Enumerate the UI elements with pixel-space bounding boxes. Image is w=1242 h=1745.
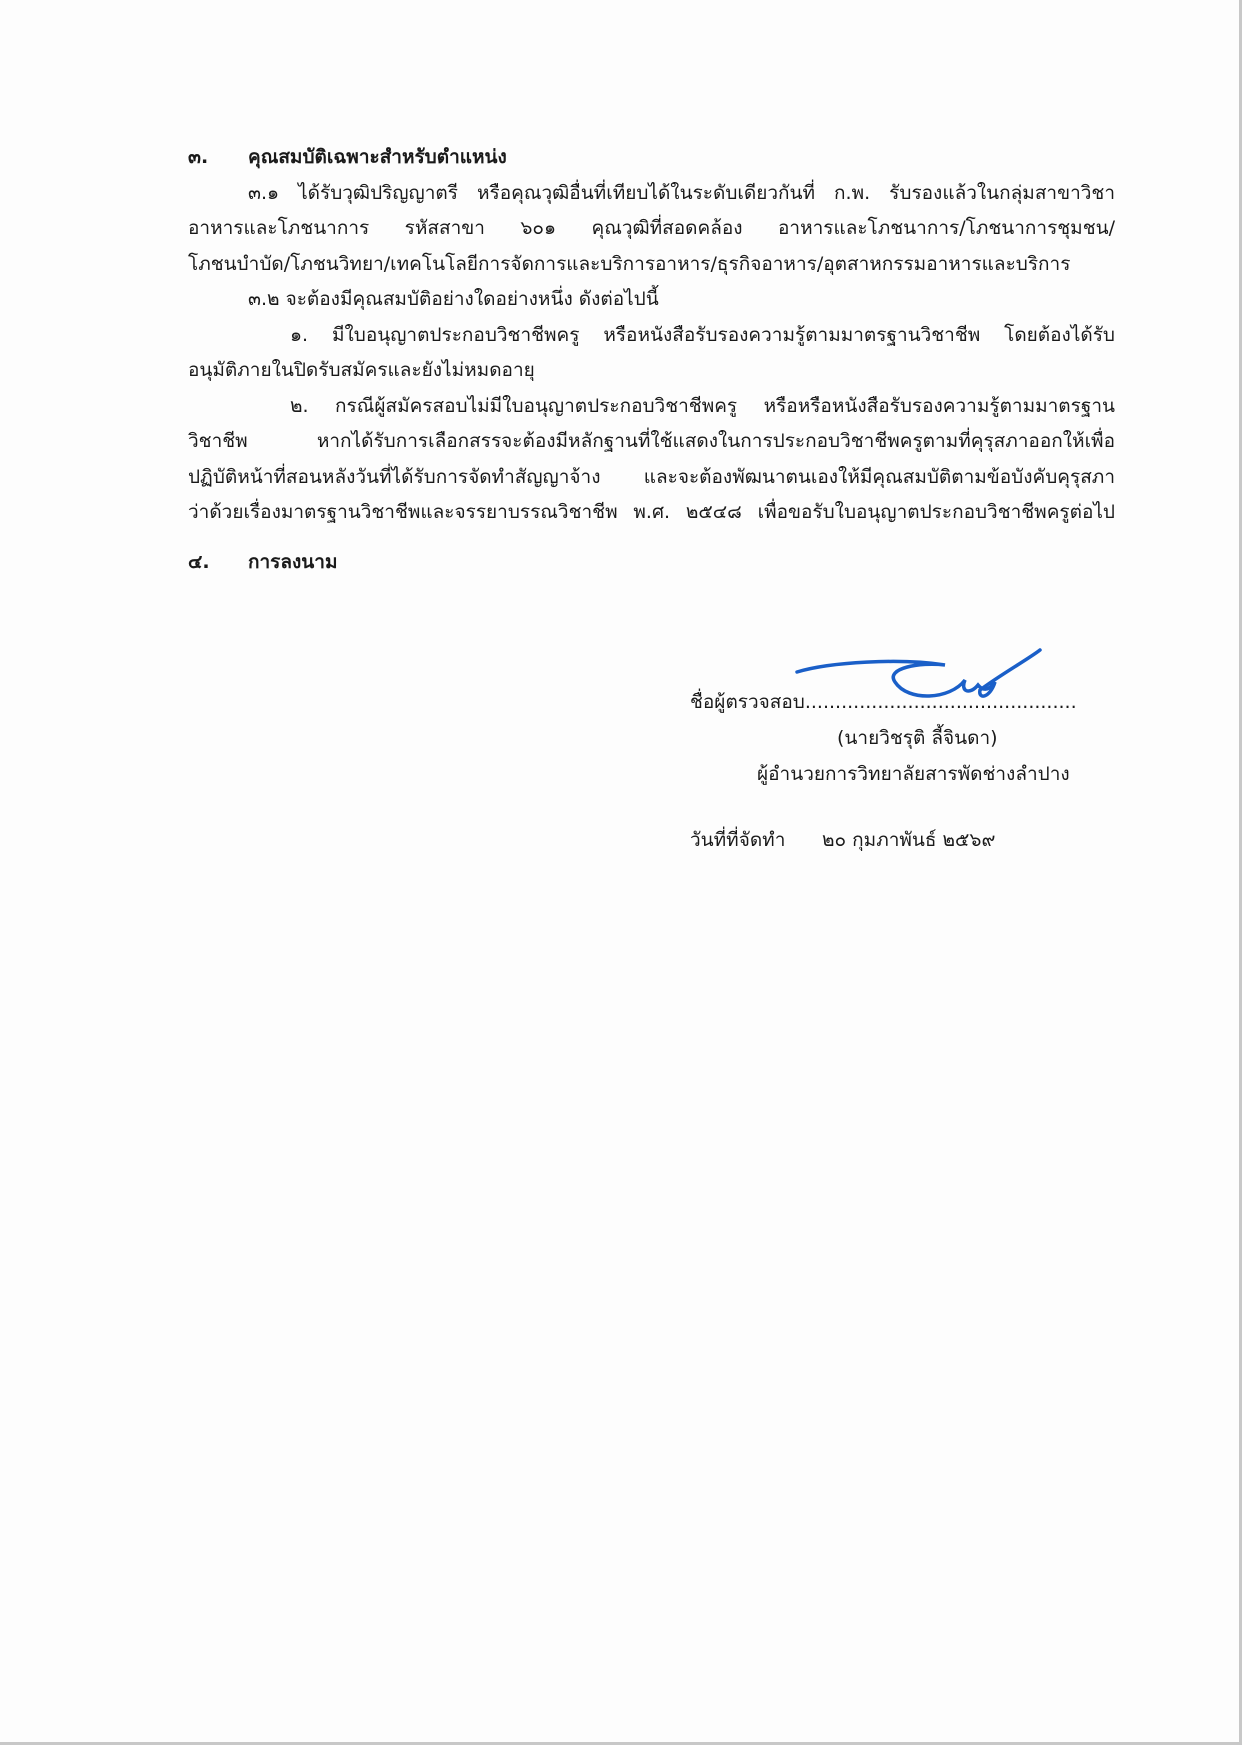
p31-line3: โภชนบำบัด/โภชนวิทยา/เทคโนโลยีการจัดการและบริการอาหาร/ธุรกิจอาหาร/อุตสาหกรรมอาหารและบริการ (188, 253, 1071, 275)
date-value: ๒๐ กุมภาพันธ์ ๒๕๖๙ (822, 829, 996, 851)
item2-line3: ปฏิบัติหน้าที่สอนหลังวันที่ได้รับการจัดทำสัญญาจ้าง และจะต้องพัฒนาตนเองให้มีคุณสมบัติตามข้อบังคับคุรุสภา (188, 466, 1115, 488)
item1-line2: อนุมัติภายในปิดรับสมัครและยังไม่หมดอายุ (188, 359, 535, 381)
item1-line1: ๑. มีใบอนุญาตประกอบวิชาชีพครู หรือหนังสือรับรองความรู้ตามมาตรฐานวิชาชีพ โดยต้องได้รับ (290, 324, 1115, 346)
section3-heading: คุณสมบัติเฉพาะสำหรับตำแหน่ง (248, 146, 507, 168)
item2-line4: ว่าด้วยเรื่องมาตรฐานวิชาชีพและจรรยาบรรณวิชาชีพ พ.ศ. ๒๕๔๘ เพื่อขอรับใบอนุญาตประกอบวิชาชีพครูต่อไป (188, 501, 1115, 523)
inspector-label: ชื่อผู้ตรวจสอบ............................................. (690, 691, 1077, 713)
p31-line2: อาหารและโภชนาการ รหัสสาขา ๖๐๑ คุณวุฒิที่สอดคล้อง อาหารและโภชนาการ/โภชนาการชุมชน/ (188, 217, 1115, 239)
date-label: วันที่ที่จัดทำ (690, 829, 786, 851)
section4-number: ๔. (188, 551, 210, 573)
inspector-name: (นายวิชรุติ ลี้จินดา) (837, 727, 998, 749)
p31-line1: ๓.๑ ได้รับวุฒิปริญญาตรี หรือคุณวุฒิอื่นที่เทียบได้ในระดับเดียวกันที่ ก.พ. รับรองแล้วในกลุ่มสาขาวิชา (248, 182, 1115, 204)
inspector-position: ผู้อำนวยการวิทยาลัยสารพัดช่างลำปาง (757, 763, 1070, 785)
p32: ๓.๒ จะต้องมีคุณสมบัติอย่างใดอย่างหนึ่ง ดังต่อไปนี้ (248, 288, 659, 310)
item2-line2: วิชาชีพ หากได้รับการเลือกสรรจะต้องมีหลักฐานที่ใช้แสดงในการประกอบวิชาชีพครูตามที่คุรุสภาออกให้เพื่อ (188, 430, 1115, 452)
section4-heading: การลงนาม (248, 551, 338, 573)
section3-number: ๓. (188, 146, 209, 168)
item2-line1: ๒. กรณีผู้สมัครสอบไม่มีใบอนุญาตประกอบวิชาชีพครู หรือหรือหนังสือรับรองความรู้ตามมาตรฐาน (290, 395, 1115, 417)
